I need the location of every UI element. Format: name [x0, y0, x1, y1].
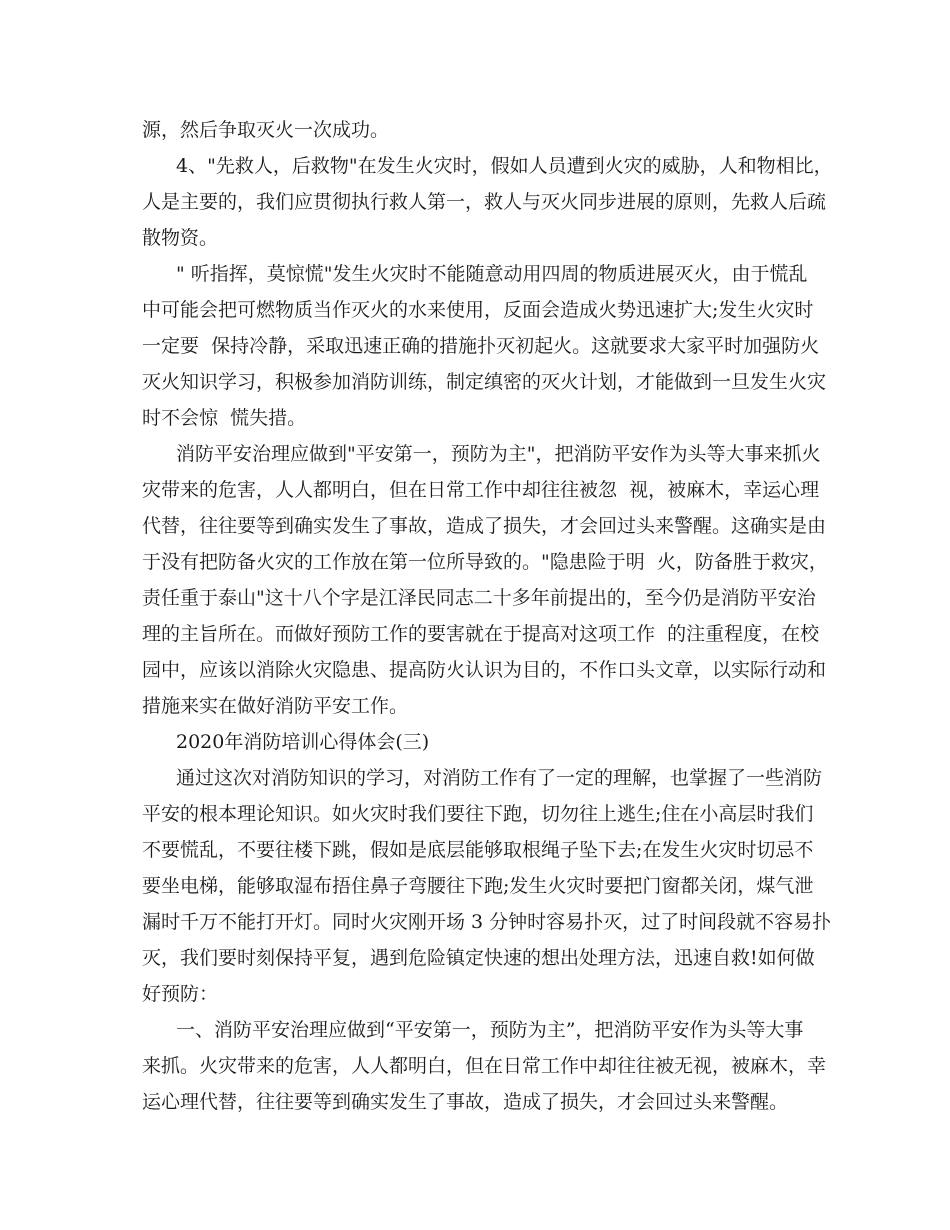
text-line: 不要慌乱，不要往楼下跳，假如是底层能够取根绳子坠下去;在发生火灾时切忌不 — [142, 839, 814, 861]
text-line: 一定要 保持冷静，采取迅速正确的措施扑灭初起火。这就要求大家平时加强防火 — [142, 335, 820, 357]
text-line: 园中，应该以消除火灾隐患、提高防火认识为目的，不作口头文章，以实际行动和 — [142, 659, 827, 681]
text-line: 好预防： — [142, 983, 219, 1005]
text-line: 散物资。 — [142, 227, 219, 249]
text-line: 代替，往往要等到确实发生了事故，造成了损失，才会回过头来警醒。这确实是由 — [142, 515, 827, 537]
text-line: 于没有把防备火灾的工作放在第一位所导致的。"隐患险于明 火，防备胜于救灾， — [142, 551, 828, 573]
text-line: 灭火知识学习，积极参加消防训练，制定缜密的灭火计划，才能做到一旦发生火灾 — [142, 371, 827, 393]
text-line: 理的主旨所在。而做好预防工作的要害就在于提高对这项工作 的注重程度，在校 — [142, 623, 820, 645]
text-line: 通过这次对消防知识的学习，对消防工作有了一定的理解，也掌握了一些消防 — [176, 767, 823, 789]
text-line: 灾带来的危害，人人都明白，但在日常工作中却往往被忽 视，被麻木，幸运心理 — [142, 479, 820, 501]
text-line: 时不会惊 慌失措。 — [142, 407, 307, 429]
text-line: 人是主要的，我们应贯彻执行救人第一，救人与灭火同步进展的原则，先救人后疏 — [142, 191, 827, 213]
text-line: 消防平安治理应做到"平安第一，预防为主"，把消防平安作为头等大事来抓火 — [176, 443, 821, 465]
text-line: 平安的根本理论知识。如火灾时我们要往下跑，切勿往上逃生;住在小高层时我们 — [142, 803, 814, 825]
text-line: 来抓。火灾带来的危害，人人都明白，但在日常工作中却往往被无视，被麻木，幸 — [142, 1055, 827, 1077]
text-line: 责任重于泰山"这十八个字是江泽民同志二十多年前提出的，至今仍是消防平安治 — [142, 587, 816, 609]
text-line: 4、"先救人，后救物"在发生火灾时，假如人员遭到火灾的威胁，人和物相比， — [176, 155, 833, 177]
text-line: 中可能会把可燃物质当作灭火的水来使用，反面会造成火势迅速扩大;发生火灾时 — [142, 299, 814, 321]
text-line: 运心理代替，往往要等到确实发生了事故，造成了损失，才会回过头来警醒。 — [142, 1091, 789, 1113]
text-line: 源，然后争取灭火一次成功。 — [142, 119, 390, 141]
text-line: 要坐电梯，能够取湿布捂住鼻子弯腰往下跑;发生火灾时要把门窗都关闭，煤气泄 — [142, 875, 814, 897]
text-line: 漏时千万不能打开灯。同时火灾刚开场 3 分钟时容易扑灭，过了时间段就不容易扑 — [142, 911, 832, 933]
text-line: " 听指挥，莫惊慌"发生火灾时不能随意动用四周的物质进展灭火，由于慌乱 — [176, 263, 808, 285]
text-line: 灭，我们要时刻保持平复，遇到危险镇定快速的想出处理方法，迅速自救!如何做 — [142, 947, 815, 969]
text-line: 措施来实在做好消防平安工作。 — [142, 695, 409, 717]
text-line: 一、消防平安治理应做到“平安第一，预防为主”，把消防平安作为头等大事 — [176, 1019, 804, 1041]
section-heading: 2020年消防培训心得体会(三) — [176, 731, 430, 753]
